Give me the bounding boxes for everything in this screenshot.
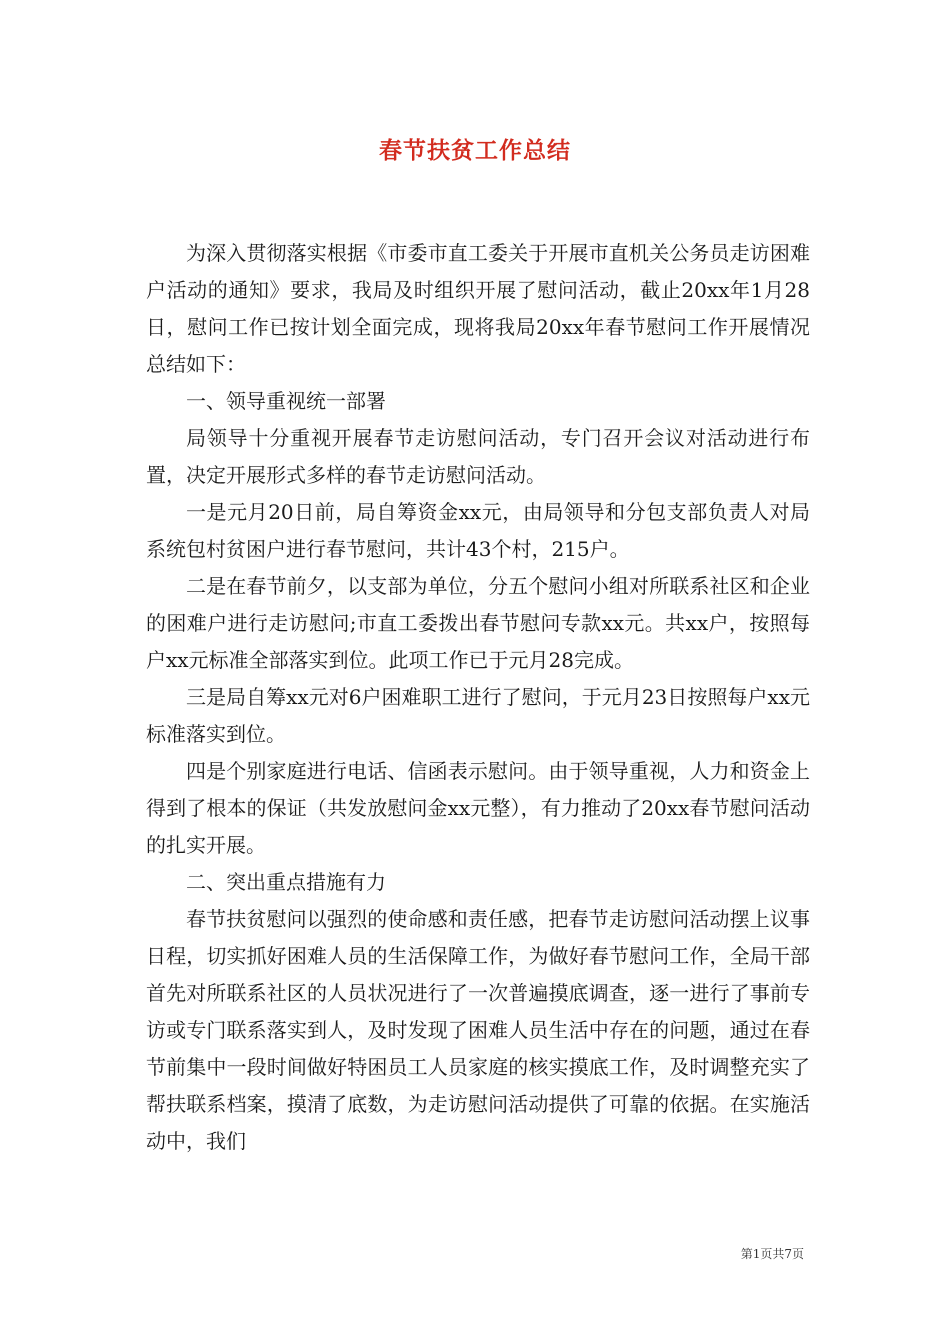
- section-heading-2: 二、突出重点措施有力: [186, 870, 386, 894]
- paragraph: 三是局自筹xx元对6户困难职工进行了慰问，于元月23日按照每户xx元标准落实到位。: [146, 685, 810, 746]
- document-body: [146, 235, 810, 1160]
- paragraph: 四是个别家庭进行电话、信函表示慰问。由于领导重视，人力和资金上得到了根本的保证（共发放慰问金xx元整），有力推动了20xx春节慰问活动的扎实开展。: [146, 759, 810, 857]
- paragraph-intro: 为深入贯彻落实根据《市委市直工委关于开展市直机关公务员走访困难户活动的通知》要求，我局及时组织开展了慰问活动，截止20xx年1月28日，慰问工作已按计划全面完成，现将我局20xx年春节慰问工作开展情况总结如下：: [146, 241, 810, 376]
- paragraph: 一是元月20日前，局自筹资金xx元，由局领导和分包支部负责人对局系统包村贫困户进行春节慰问，共计43个村，215户。: [146, 500, 810, 561]
- paragraph: 二是在春节前夕，以支部为单位，分五个慰问小组对所联系社区和企业的困难户进行走访慰问;市直工委拨出春节慰问专款xx元。共xx户，按照每户xx元标准全部落实到位。此项工作已于元月28完成。: [146, 574, 810, 672]
- paragraph: 局领导十分重视开展春节走访慰问活动，专门召开会议对活动进行布置，决定开展形式多样的春节走访慰问活动。: [146, 426, 810, 487]
- section-heading-1: 一、领导重视统一部署: [186, 389, 386, 413]
- page-number-footer: 第1页共7页: [740, 1247, 804, 1261]
- document-title: 春节扶贫工作总结: [379, 137, 571, 164]
- paragraph: 春节扶贫慰问以强烈的使命感和责任感，把春节走访慰问活动摆上议事日程，切实抓好困难人员的生活保障工作，为做好春节慰问工作，全局干部首先对所联系社区的人员状况进行了一次普遍摸底调查，逐一进行了事前专访或专门联系落实到人，及时发现了困难人员生活中存在的问题，通过在春节前集中一段时间做好特困员工人员家庭的核实摸底工作，及时调整充实了帮扶联系档案，摸清了底数，为走访慰问活动提供了可靠的依据。在实施活动中，我们: [146, 907, 810, 1153]
